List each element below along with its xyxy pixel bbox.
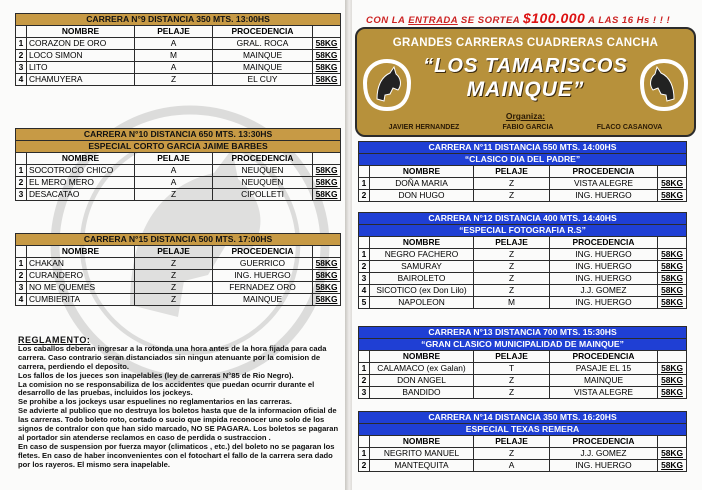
reglamento-title: REGLAMENTO:: [18, 335, 91, 345]
reglamento-line: En caso de suspension por fuerza mayor (climaticos , etc.) del boleto no se pagaran los fletes. En caso de haber inconvenientes con el fotochart el fallo de la carrera sera dado por los rayeros. El mismo sera inapelable.: [18, 441, 335, 469]
race-11-table: [358, 141, 687, 202]
reglamento-line: La comision no se responsabiliza de los accidentes que puedan ocurrir durante el desarrollo de las pruebas, incluidos los jockeys.: [18, 379, 315, 398]
race-title: CARRERA N°15 DISTANCIA 500 MTS. 17:00HS: [16, 234, 341, 246]
table-row: 2 DON ANGEL Z MAINQUE 58KG: [359, 375, 687, 387]
race-title: CARRERA N°11 DISTANCIA 550 MTS. 14:00HS: [359, 142, 687, 154]
col-pelaje: PELAJE: [474, 436, 550, 448]
col-pelaje: PELAJE: [474, 166, 550, 178]
table-row: 3 LITO A MAINQUE 58KG: [16, 62, 341, 74]
race-13-table: [358, 326, 687, 399]
race-subtitle: “CLASICO DIA DEL PADRE”: [359, 154, 687, 166]
col-procedencia: PROCEDENCIA: [550, 436, 658, 448]
col-procedencia: PROCEDENCIA: [213, 26, 313, 38]
table-row: 1 NEGRO FACHERO Z ING. HUERGO 58KG: [359, 249, 687, 261]
event-banner: [355, 27, 696, 137]
table-row: 1 DOÑA MARIA Z VISTA ALEGRE 58KG: [359, 178, 687, 190]
organizer-name: JAVIER HERNANDEZ: [388, 124, 460, 131]
reglamento-line: Los fallos de los jueces son inapelables (ley de carreras N°85 de Rio Negro).: [18, 370, 294, 380]
table-row: 3 DESACATAO Z CIPOLLETI 58KG: [16, 189, 341, 201]
race-9-table: [15, 13, 341, 86]
race-14-table: [358, 411, 687, 472]
col-procedencia: PROCEDENCIA: [213, 153, 313, 165]
table-row: 1 CORAZON DE ORO A GRAL. ROCA 58KG: [16, 38, 341, 50]
organizers: [367, 124, 684, 131]
race-subtitle: ESPECIAL CORTO GARCIA JAIME BARBES: [16, 141, 341, 153]
table-row: 1 SOCOTROCO CHICO A NEUQUEN 58KG: [16, 165, 341, 177]
table-row: 4 SICOTICO (ex Don Lilo) Z J.J. GOMEZ 58KG: [359, 285, 687, 297]
col-nombre: NOMBRE: [370, 436, 474, 448]
horse-horseshoe-icon: [640, 59, 688, 111]
col-procedencia: PROCEDENCIA: [213, 246, 313, 258]
table-row: 2 DON HUGO Z ING. HUERGO 58KG: [359, 190, 687, 202]
race-subtitle: ESPECIAL TEXAS REMERA: [359, 424, 687, 436]
col-nombre: NOMBRE: [370, 237, 474, 249]
reglamento-line: Se advierte al publico que no destruya los boletos hasta que de la informacion oficial de las carreras. Todo boleto roto, cortado o sucio que impida reconocer uno solo de los signos de contralor con que han sido marcado, NO SE PAGARA. Los boletos se pagaran al portador sin atenderse reclamos en caso de perdida o sustraccion .: [18, 406, 339, 442]
race-title: CARRERA N°13 DISTANCIA 700 MTS. 15:30HS: [359, 327, 687, 339]
banner-title-2: MAINQUE”: [466, 78, 585, 101]
promo-line: CON LA ENTRADA SE SORTEA $100.000 A LAS 16 Hs ! ! !: [366, 10, 671, 26]
table-row: 2 CURANDERO Z ING. HUERGO 58KG: [16, 270, 341, 282]
race-15-table: [15, 233, 341, 306]
table-row: 2 SAMURAY Z ING. HUERGO 58KG: [359, 261, 687, 273]
table-row: 1 NEGRITO MANUEL Z J.J. GOMEZ 58KG: [359, 448, 687, 460]
reglamento-line: Los caballos deberan ingresar a la rotonda una hora antes de la hora fijada para cada carrera. Caso contrario seran distanciados sin ningun atenuante por la comision de carrera, perdiendo el deposito.: [18, 343, 327, 371]
horse-horseshoe-icon: [363, 59, 411, 111]
table-row: 3 BAIROLETO Z ING. HUERGO 58KG: [359, 273, 687, 285]
race-title: CARRERA N°10 DISTANCIA 650 MTS. 13:30HS: [16, 129, 341, 141]
organizer-name: FLACO CASANOVA: [596, 124, 663, 131]
col-pelaje: PELAJE: [474, 237, 550, 249]
race-title: CARRERA N°12 DISTANCIA 400 MTS. 14:40HS: [359, 213, 687, 225]
col-pelaje: PELAJE: [135, 153, 213, 165]
table-row: 2 LOCO SIMON M MAINQUE 58KG: [16, 50, 341, 62]
race-title: CARRERA N°14 DISTANCIA 350 MTS. 16:20HS: [359, 412, 687, 424]
race-10-table: [15, 128, 341, 201]
banner-title-1: “LOS TAMARISCOS: [423, 55, 628, 77]
reglamento: [18, 336, 340, 470]
table-row: 4 CHAMUYERA Z EL CUY 58KG: [16, 74, 341, 86]
race-title: CARRERA N°9 DISTANCIA 350 MTS. 13:00HS: [16, 14, 341, 26]
race-subtitle: “GRAN CLASICO MUNICIPALIDAD DE MAINQUE”: [359, 339, 687, 351]
table-row: 3 NO ME QUEMES Z FERNADEZ ORO 58KG: [16, 282, 341, 294]
col-nombre: NOMBRE: [27, 246, 135, 258]
table-row: 1 CALAMACO (ex Galan) T PASAJE EL 15 58KG: [359, 363, 687, 375]
col-pelaje: PELAJE: [135, 26, 213, 38]
page-fold: [345, 0, 352, 490]
table-row: 5 NAPOLEON M ING. HUERGO 58KG: [359, 297, 687, 309]
table-row: 3 BANDIDO Z VISTA ALEGRE 58KG: [359, 387, 687, 399]
col-nombre: NOMBRE: [370, 351, 474, 363]
race-12-table: [358, 212, 687, 309]
col-nombre: NOMBRE: [27, 153, 135, 165]
race-subtitle: “ESPECIAL FOTOGRAFIA R.S”: [359, 225, 687, 237]
col-procedencia: PROCEDENCIA: [550, 166, 658, 178]
col-pelaje: PELAJE: [474, 351, 550, 363]
reglamento-line: Se prohibe a los jockeys usar espuelines no reglamentarios en las carreras.: [18, 397, 292, 407]
col-procedencia: PROCEDENCIA: [550, 351, 658, 363]
organizer-name: FABIO GARCIA: [502, 124, 554, 131]
col-pelaje: PELAJE: [135, 246, 213, 258]
organiza-label: Organiza:: [505, 111, 546, 121]
banner-top: GRANDES CARRERAS CUADRERAS CANCHA: [392, 37, 659, 49]
col-nombre: NOMBRE: [370, 166, 474, 178]
table-row: 4 CUMBIERITA Z MAINQUE 58KG: [16, 294, 341, 306]
col-nombre: NOMBRE: [27, 26, 135, 38]
prize-amount: $100.000: [522, 10, 586, 26]
col-procedencia: PROCEDENCIA: [550, 237, 658, 249]
table-row: 1 CHAKAN Z GUERRICO 58KG: [16, 258, 341, 270]
table-row: 2 MANTEQUITA A ING. HUERGO 58KG: [359, 460, 687, 472]
table-row: 2 EL MERO MERO A NEUQUEN 58KG: [16, 177, 341, 189]
